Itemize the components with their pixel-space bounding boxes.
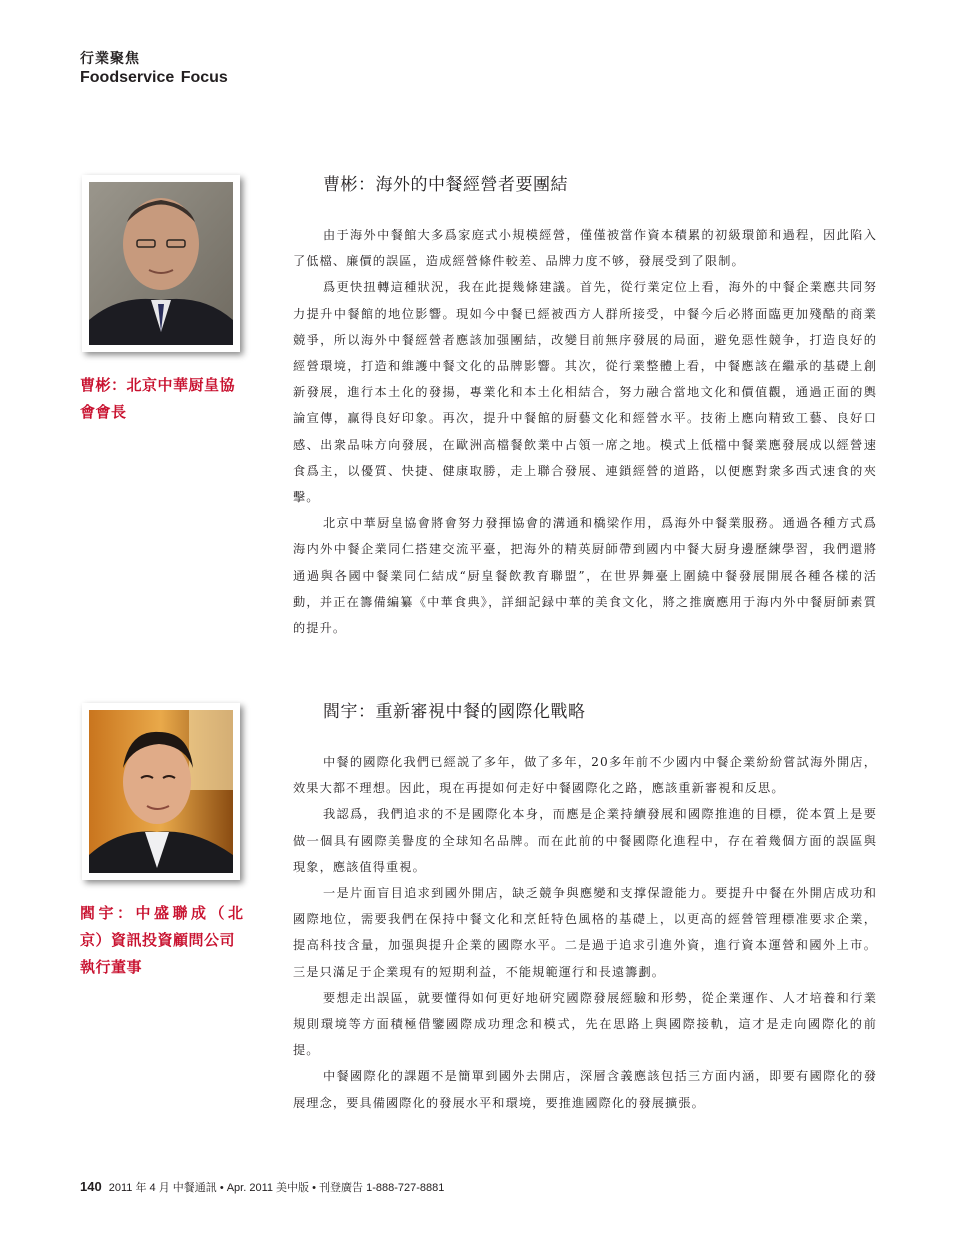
portrait-photo-yan-yu: [89, 710, 233, 873]
article-2-title: 閻宇：重新審視中餐的國際化戰略: [323, 702, 586, 722]
paragraph: 要想走出誤區，就要懂得如何更好地研究國際發展經驗和形勢，從企業運作、人才培養和行業規則環境等方面積極借鑒國際成功理念和模式，先在思路上與國際接軌，這才是走向國際化的前提。: [293, 990, 877, 1058]
article-1-photo-frame: [82, 175, 240, 352]
page-number: 140: [80, 1179, 102, 1194]
paragraph: 爲更快扭轉這種狀況，我在此提幾條建議。首先，從行業定位上看，海外的中餐企業應共同努力提升中餐館的地位影響。現如今中餐已經被西方人群所接受，中餐今后必將面臨更加殘酷的商業競爭，所以海外中餐經營者應該加强團結，改變目前無序發展的局面，避免惡性競争，打造良好的經營環境，打造和維護中餐文化的品牌影響。其次，從行業整體上看，中餐應該在繼承的基礎上創新發展，進行本土化的發揚，專業化和本土化相結合，努力融合當地文化和價值觀，通過正面的輿論宣傳，赢得良好印象。再次，提升中餐館的厨藝文化和經營水平。技術上應向精致工藝、良好口感、出衆品味方向發展，在歐洲高檔餐飲業中占領一席之地。模式上低檔中餐業應發展成以經營速食爲主，以優質、快捷、健康取勝，走上聯合發展、連鎖經營的道路，以便應對衆多西式速食的夾擊。: [293, 280, 877, 505]
paragraph: 由于海外中餐館大多爲家庭式小規模經營，僅僅被當作資本積累的初級環節和過程，因此陷入了低檔、廉價的誤區，造成經營條件較差、品牌力度不够，發展受到了限制。: [293, 228, 877, 269]
paragraph: 中餐的國際化我們已經説了多年，做了多年，20多年前不少國内中餐企業紛紛嘗試海外開店，效果大都不理想。因此，現在再提如何走好中餐國際化之路，應該重新審視和反思。: [293, 755, 877, 796]
caption-line: 閻宇：中盛聯成（北: [80, 904, 247, 922]
article-2-photo-frame: [82, 703, 240, 880]
footer-text: 2011 年 4 月 中餐通訊 • Apr. 2011 美中版 • 刊登廣告 1-888-727-8881: [108, 1182, 445, 1194]
article-1-body: [293, 222, 877, 641]
caption-line: 京）資訊投資顧問公司: [80, 931, 236, 949]
paragraph: 我認爲，我們追求的不是國際化本身，而應是企業持續發展和國際推進的目標，從本質上是要做一個具有國際美譽度的全球知名品牌。而在此前的中餐國際化進程中，存在着幾個方面的誤區與現象，應該值得重視。: [293, 807, 877, 874]
caption-line: 曹彬：北京中華厨皇協: [80, 376, 236, 394]
paragraph: 中餐國際化的課題不是簡單到國外去開店，深層含義應該包括三方面内涵，即要有國際化的發展理念，要具備國際化的發展水平和環境，要推進國際化的發展擴張。: [293, 1069, 877, 1110]
page-footer: [80, 1180, 444, 1195]
caption-line: 會會長: [80, 403, 127, 421]
paragraph: 一是片面盲目追求到國外開店，缺乏競争與應變和支撑保證能力。要提升中餐在外開店成功和國際地位，需要我們在保持中餐文化和烹飪特色風格的基礎上，以更高的經營管理標准要求企業，提高科技含量，加强與提升企業的國際水平。二是過于追求引進外資，進行資本運營和國外上市。三是只滿足于企業現有的短期利益，不能規範運行和長遠籌劃。: [293, 886, 877, 979]
paragraph: 北京中華厨皇協會將會努力發揮協會的溝通和橋梁作用，爲海外中餐業服務。通過各種方式爲海内外中餐企業同仁搭建交流平臺，把海外的精英厨師帶到國内中餐大厨身邊歷練學習，我們還將通過與各國中餐業同仁結成“厨皇餐飲教育聯盟”，在世界舞臺上圍繞中餐發展開展各種各樣的活動，并正在籌備編纂《中華食典》，詳細記録中華的美食文化，將之推廣應用于海内外中餐厨師素質的提升。: [293, 516, 877, 636]
article-2-body: [293, 749, 877, 1116]
article-1-caption: [80, 372, 248, 426]
section-title-cn: 行業聚焦: [80, 51, 140, 67]
caption-line: 執行董事: [80, 958, 143, 976]
article-2-caption: [80, 900, 248, 981]
section-header: [80, 50, 228, 88]
portrait-photo-cao-bin: [89, 182, 233, 345]
section-title-en: Foodservice Focus: [80, 69, 228, 86]
article-1-title: 曹彬：海外的中餐經營者要團結: [323, 175, 568, 195]
